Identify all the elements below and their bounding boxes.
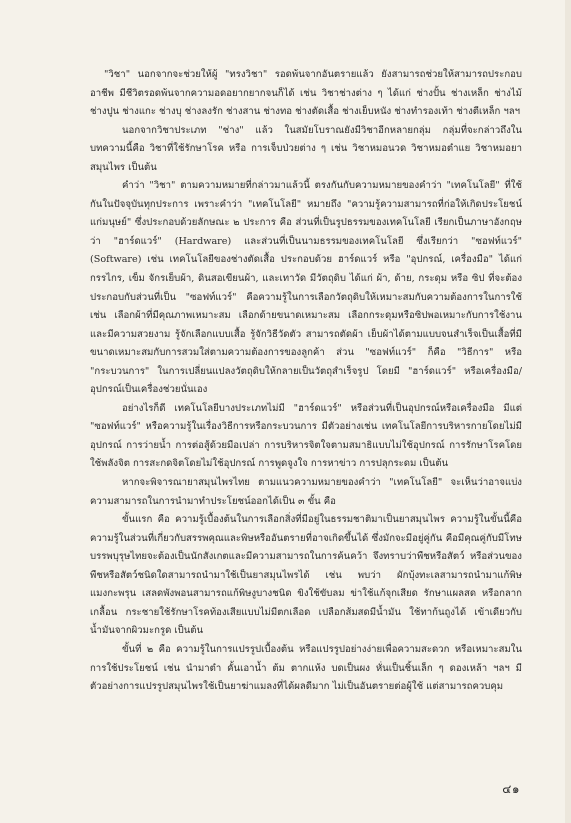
paragraph-1: "วิชา" นอกจากจะช่วยให้ผู้ "ทรงวิชา" รอดพ้นจากอันตรายแล้ว ยังสามารถช่วยให้สามารถประกอบอาชีพ มีชีวิตรอดพ้นจากความอดอยากยากจนก็ได้ เช่น วิชาช่างต่าง ๆ ได้แก่ ช่างปั้น ช่างเหล็ก ช่างไม้ ช่างปูน ช่างแกะ ช่างบุ ช่างลงรัก ช่างสาน ช่างทอ ช่างตัดเสื้อ ช่างเย็บหนัง ช่างทำรองเท้า ช่างตีเหล็ก ฯลฯ xyxy=(90,69,522,118)
paragraph-5: หากจะพิจารณายาสมุนไพรไทย ตามแนวความหมายของคำว่า "เทคโนโลยี" จะเห็นว่าอาจแบ่งความสามารถในการนำมาทำประโยชน์ออกได้เป็น ๓ ขั้น คือ xyxy=(90,477,522,507)
page-number: ๔๑ xyxy=(502,782,520,796)
page-edge-shadow xyxy=(565,0,571,823)
paragraph-7: ขั้นที่ ๒ คือ ความรู้ในการแปรรูปเบื้องต้น หรือแปรรูปอย่างง่ายเพื่อความสะดวก หรือเหมาะสมในการใช้ประโยชน์ เช่น นำมาตำ คั้นเอาน้ำ ต้ม ตากแห้ง บดเป็นผง หั่นเป็นชิ้นเล็ก ๆ ดองเหล้า ฯลฯ มีตัวอย่างการแปรรูปสมุนไพรใช้เป็นยาฆ่าแมลงที่ได้ผลดีมาก ไม่เป็นอันตรายต่อผู้ใช้ แต่สามารถควบคุม xyxy=(90,643,522,693)
paragraph-3: คำว่า "วิชา" ตามความหมายที่กล่าวมาแล้วนี้ ตรงกันกับความหมายของคำว่า "เทคโนโลยี" ที่ใช้กันในปัจจุบันทุกประการ เพราะคำว่า "เทคโนโลยี" หมายถึง "ความรู้ความสามารถที่ก่อให้เกิดประโยชน์แก่มนุษย์" ซึ่งประกอบด้วยลักษณะ ๒ ประการ คือ ส่วนที่เป็นรูปธรรมของเทคโนโลยี เรียกเป็นภาษาอังกฤษว่า "ฮาร์ดแวร์" (Hardware) และส่วนที่เป็นนามธรรมของเทคโนโลยี ซึ่งเรียกว่า "ซอฟท์แวร์" (Software) เช่น เทคโนโลยีของช่างตัดเสื้อ ประกอบด้วย ฮาร์ดแวร์ หรือ "อุปกรณ์, เครื่องมือ" ได้แก่ กรรไกร, เข็ม จักรเย็บผ้า, ดินสอเขียนผ้า, และเทาวัด มีวัตถุดิบ ได้แก่ ผ้า, ด้าย, กระดุม หรือ ซิป ที่จะต้องประกอบกับส่วนที่เป็น "ซอฟท์แวร์" คือความรู้ในการเลือกวัตถุดิบให้เหมาะสมกับความต้องการในการใช้ เช่น เลือกผ้าที่มีคุณภาพเหมาะสม เลือกด้ายขนาดเหมาะสม เลือกกระดุมหรือซิปพอเหมาะกับการใช้งาน และมีความสวยงาม รู้จักเลือกแบบเสื้อ รู้จักวิธีวัดตัว สามารถตัดผ้า เย็บผ้าได้ตามแบบจนสำเร็จเป็นเสื้อที่มีขนาดเหมาะสมกับการสวมใส่ตามความต้องการของลูกค้า ส่วน "ซอฟท์แวร์" ก็คือ "วิธีการ" หรือ "กระบวนการ" ในการเปลี่ยนแปลงวัตถุดิบให้กลายเป็นวัตถุสำเร็จรูป โดยมี "ฮาร์ดแวร์" หรือเครื่องมือ/อุปกรณ์เป็นเครื่องช่วยนั่นเอง xyxy=(90,180,522,396)
body-text xyxy=(90,66,522,697)
paragraph-4: อย่างไรก็ดี เทคโนโลยีบางประเภทไม่มี "ฮาร์ดแวร์" หรือส่วนที่เป็นอุปกรณ์หรือเครื่องมือ มีแต่ "ซอฟท์แวร์" หรือความรู้ในเรื่องวิธีการหรือกระบวนการ มีตัวอย่างเช่น เทคโนโลยีการบริหารกายโดยไม่มีอุปกรณ์ การว่ายน้ำ การต่อสู้ด้วยมือเปล่า การบริหารจิตใจตามสมาธิแบบไม่ใช้อุปกรณ์ การรักษาโรคโดยใช้พลังจิต การสะกดจิตโดยไม่ใช้อุปกรณ์ การพูดจูงใจ การหาข่าว การปลุกระดม เป็นต้น xyxy=(90,402,522,470)
paragraph-2: นอกจากวิชาประเภท "ช่าง" แล้ว ในสมัยโบราณยังมีวิชาอีกหลายกลุ่ม กลุ่มที่จะกล่าวถึงในบทความนี้คือ วิชาที่ใช้รักษาโรค หรือ การเจ็บป่วยต่าง ๆ เช่น วิชาหมอนวด วิชาหมอตำแย วิชาหมอยาสมุนไพร เป็นต้น xyxy=(90,124,522,173)
paragraph-6: ขั้นแรก คือ ความรู้เบื้องต้นในการเลือกสิ่งที่มีอยู่ในธรรมชาติมาเป็นยาสมุนไพร ความรู้ในขั้นนี้คือความรู้ในส่วนที่เกี่ยวกับสรรพคุณและพิษหรืออันตรายที่อาจเกิดขึ้นได้ ซึ่งมักจะมีอยู่คู่กัน คือมีคุณคู่กับมีโทษ บรรพบุรุษไทยจะต้องเป็นนักสังเกตและมีความสามารถในการค้นคว้า จึงทราบว่าพืชหรือสัตว์ หรือส่วนของพืชหรือสัตว์ชนิดใดสามารถนำมาใช้เป็นยาสมุนไพรได้ เช่น พบว่า ผักบุ้งทะเลสามารถนำมาแก้พิษแมงกะพรุน เสลดพังพอนสามารถแก้พิษงูบางชนิด ขิงใช้ขับลม ข่าใช้แก้จุกเสียด รักษาแผลสด หรือกลากเกลื้อน กระชายใช้รักษาโรคท้องเสียแบบไม่มีตกเลือด เปลือกส้มสดมีน้ำมัน ใช้ทาก้นถูงได้ เข้าเดียวกับน้ำมันจากผิวมะกรูด เป็นต้น xyxy=(90,514,522,637)
